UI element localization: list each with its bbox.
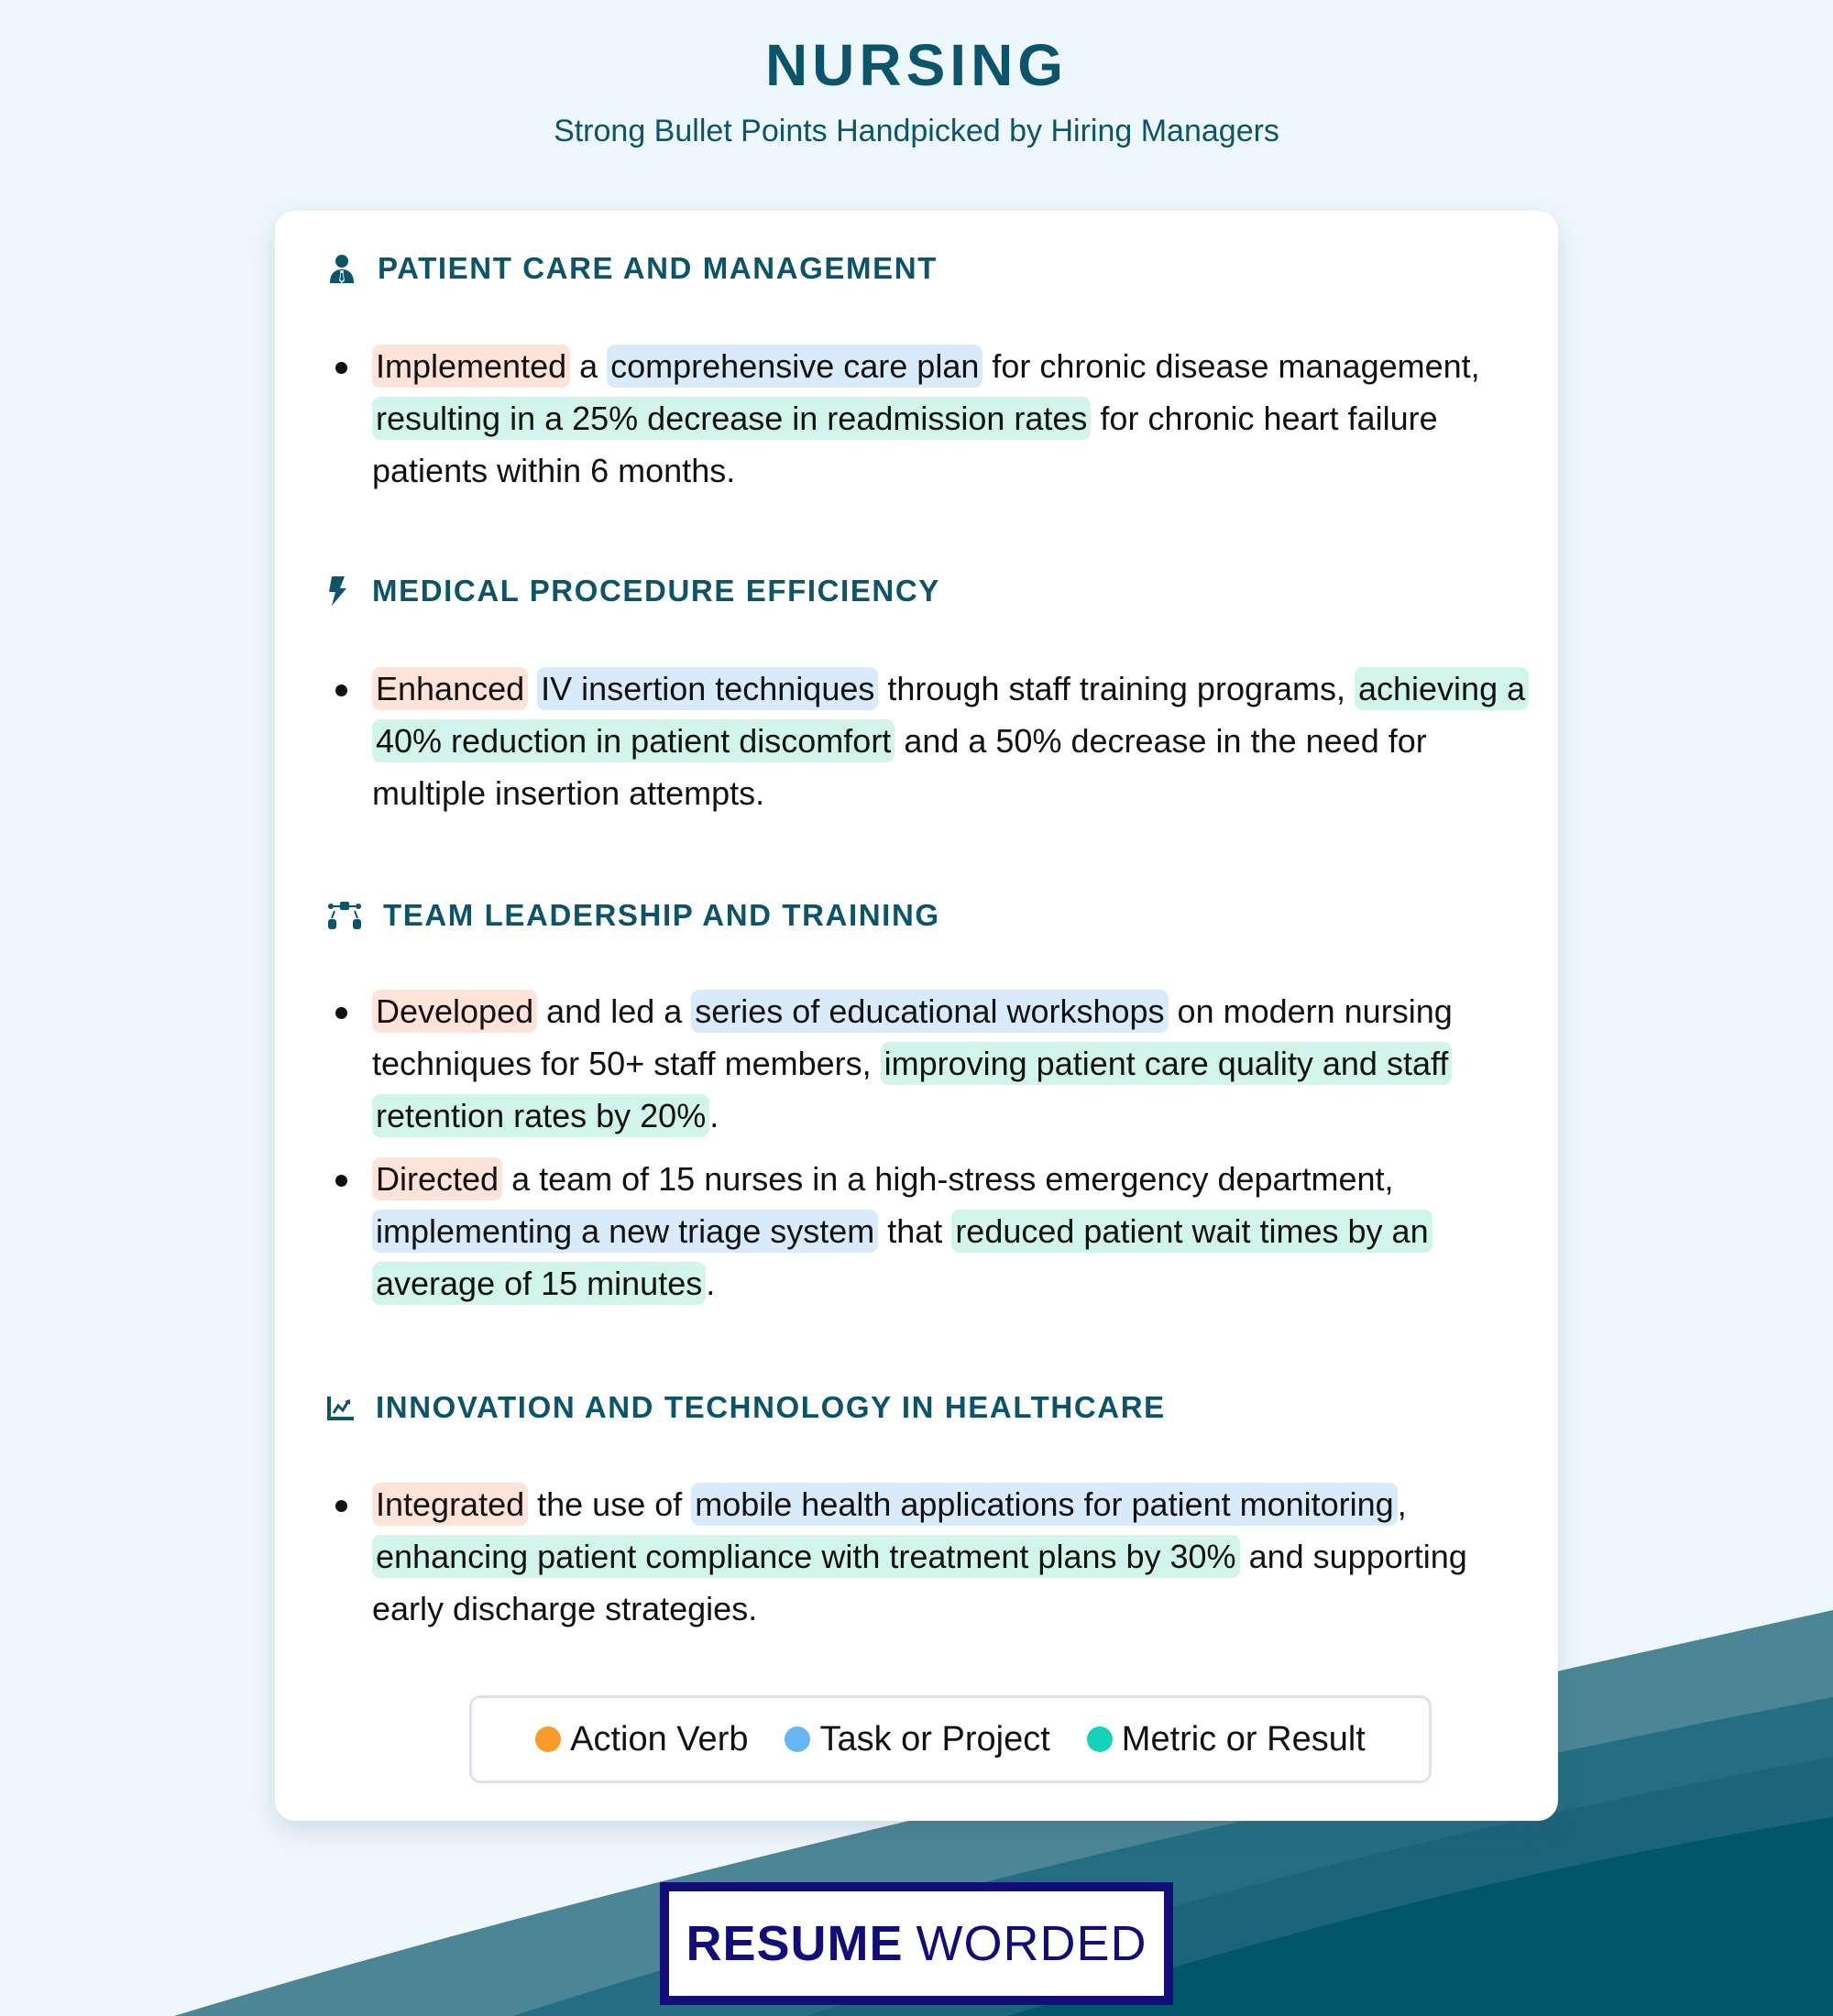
section-title: TEAM LEADERSHIP AND TRAINING <box>383 898 940 932</box>
metric-highlight: improving patient care quality and staff retention rates by 20% <box>372 1042 1452 1137</box>
metric-highlight: resulting in a 25% decrease in readmission rates <box>372 397 1091 440</box>
bullet-text <box>372 340 1527 497</box>
legend-label: Task or Project <box>819 1719 1050 1759</box>
bullet-item <box>335 1153 1527 1309</box>
resume-worded-logo[interactable] <box>660 1882 1173 2005</box>
bullet-text <box>372 985 1527 1142</box>
plain-text: for chronic heart failure patients within 6 months. <box>372 400 1438 489</box>
plain-text: . <box>709 1097 719 1134</box>
page-subtitle: Strong Bullet Points Handpicked by Hiring Managers <box>554 114 1279 148</box>
bullet-text <box>372 1478 1527 1635</box>
bullet-dot <box>335 1007 347 1019</box>
plain-text: a <box>570 347 608 385</box>
plain-text: and a 50% decrease in the need for multiple insertion attempts. <box>372 722 1427 812</box>
bullet-points-card <box>275 211 1558 1821</box>
page-title: NURSING <box>764 32 1069 98</box>
legend-item-task-project <box>785 1720 1049 1759</box>
task-highlight: comprehensive care plan <box>607 345 982 388</box>
plain-text: the use of <box>528 1485 692 1523</box>
highlight-legend <box>469 1695 1432 1783</box>
logo-bold-text: RESUME <box>686 1916 904 1971</box>
section-header-team-leadership <box>326 898 940 933</box>
bullet-item <box>335 1478 1527 1635</box>
bullet-item <box>335 985 1527 1142</box>
plain-text: , <box>1397 1485 1407 1523</box>
section-header-patient-care <box>326 251 938 286</box>
task-highlight: IV insertion techniques <box>537 667 878 710</box>
task-highlight: series of educational workshops <box>691 990 1168 1033</box>
action-verb-highlight: Directed <box>372 1157 502 1200</box>
legend-item-metric-result <box>1087 1720 1366 1759</box>
action-verb-highlight: Enhanced <box>372 667 528 710</box>
plain-text: and supporting early discharge strategies. <box>372 1538 1467 1627</box>
bullet-dot <box>335 1500 347 1512</box>
bullet-dot <box>335 362 347 374</box>
plain-text: for chronic disease management, <box>982 347 1480 385</box>
action-verb-highlight: Integrated <box>372 1483 528 1526</box>
orange-dot-icon <box>535 1726 561 1752</box>
legend-label: Action Verb <box>570 1719 749 1759</box>
logo-normal-text: WORDED <box>916 1916 1147 1971</box>
team-hierarchy-icon <box>326 900 363 931</box>
task-highlight: mobile health applications for patient monitoring <box>691 1483 1397 1526</box>
section-title: INNOVATION AND TECHNOLOGY IN HEALTHCARE <box>376 1390 1166 1424</box>
plain-text: through staff training programs, <box>878 670 1355 707</box>
teal-dot-icon <box>1087 1726 1113 1752</box>
plain-text: and led a <box>537 992 692 1030</box>
section-header-innovation <box>326 1390 1166 1425</box>
bullet-dot <box>335 1175 347 1187</box>
plain-text: on modern nursing techniques for 50+ staff members, <box>372 992 1453 1082</box>
bullet-dot <box>335 685 347 696</box>
metric-highlight: achieving a 40% reduction in patient discomfort <box>372 667 1529 762</box>
metric-highlight: reduced patient wait times by an average of 15 minutes <box>372 1210 1432 1305</box>
section-header-medical-procedure <box>326 574 940 608</box>
plain-text <box>528 670 537 707</box>
plain-text: that <box>878 1212 952 1250</box>
task-highlight: implementing a new triage system <box>372 1210 878 1253</box>
lightning-bolt-icon <box>326 575 350 607</box>
bullet-text <box>372 663 1527 819</box>
blue-dot-icon <box>785 1726 810 1752</box>
section-title: MEDICAL PROCEDURE EFFICIENCY <box>372 574 940 608</box>
legend-item-action-verb <box>535 1720 748 1759</box>
legend-label: Metric or Result <box>1121 1719 1366 1759</box>
action-verb-highlight: Implemented <box>372 345 570 388</box>
plain-text: . <box>706 1265 716 1302</box>
metric-highlight: enhancing patient compliance with treatment plans by 30% <box>372 1535 1240 1578</box>
plain-text: a team of 15 nurses in a high-stress emergency department, <box>502 1160 1394 1198</box>
bullet-text <box>372 1153 1527 1309</box>
section-title: PATIENT CARE AND MANAGEMENT <box>378 251 938 285</box>
bullet-item <box>335 340 1527 497</box>
action-verb-highlight: Developed <box>372 990 537 1033</box>
bullet-item <box>335 663 1527 819</box>
chart-line-icon <box>326 1392 356 1423</box>
person-tie-icon <box>326 253 357 284</box>
